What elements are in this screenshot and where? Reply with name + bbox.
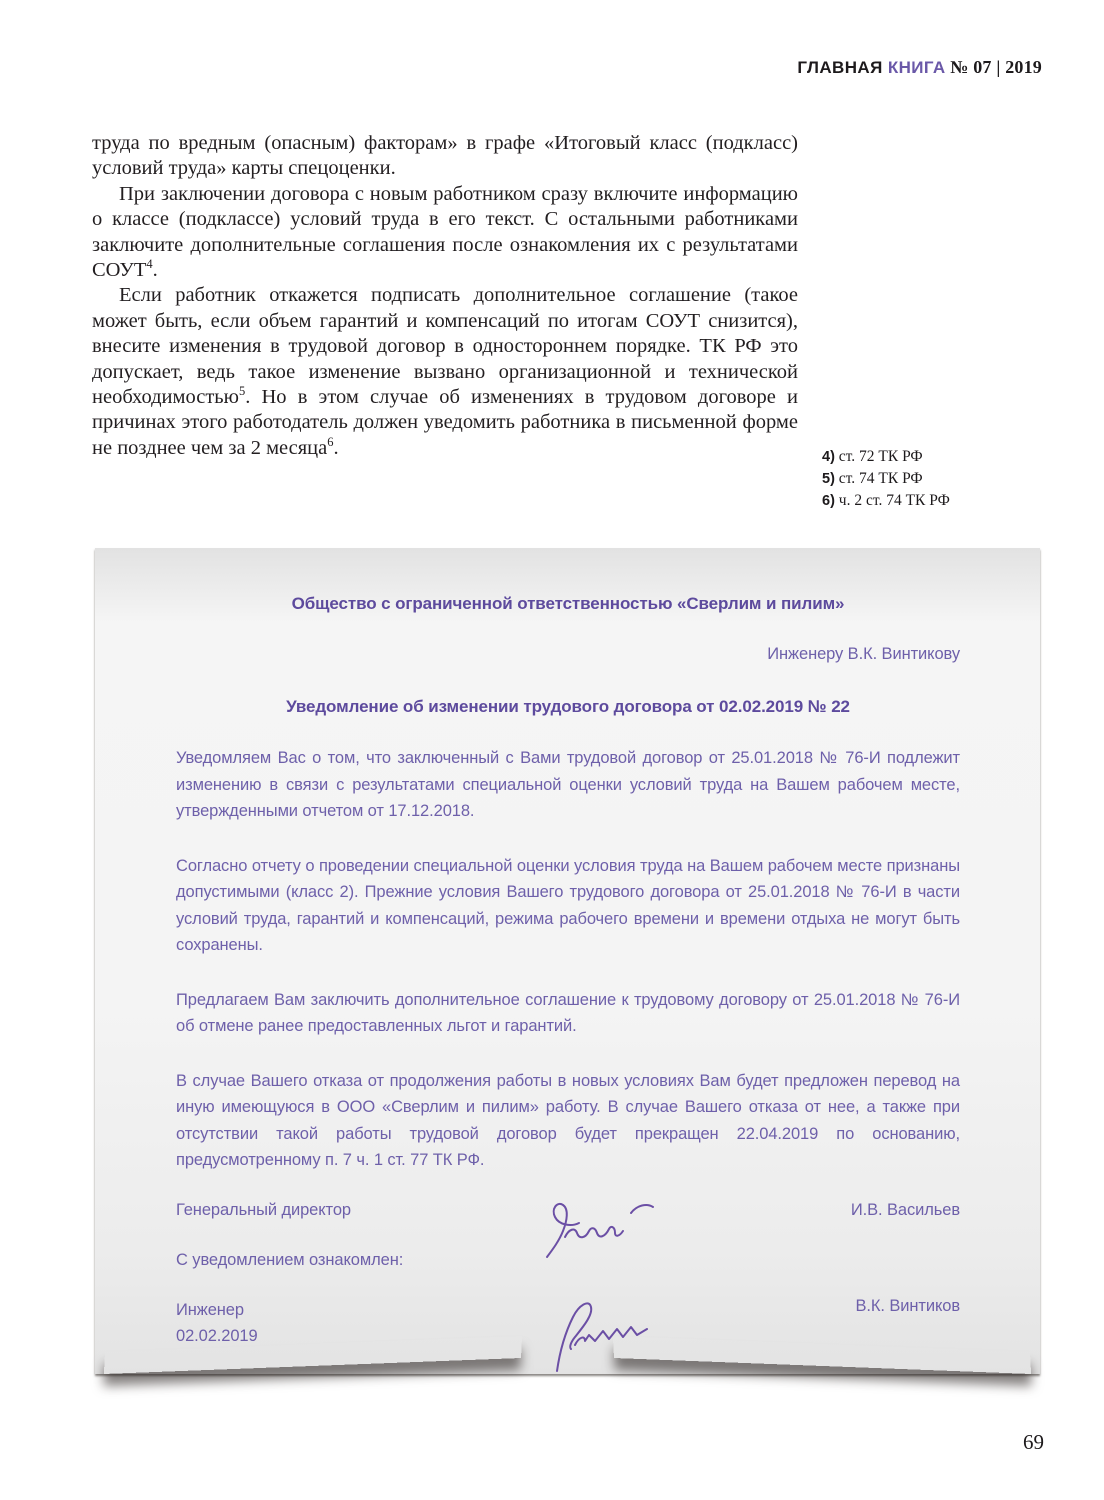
article-paragraph-1: труда по вредным (опасным) факторам» в графе «Итоговый класс (подкласс) условий труда» карты спецоценки. xyxy=(92,132,798,180)
document-paragraph-2: Согласно отчету о проведении специальной оценки условия труда на Вашем рабочем месте признаны допустимыми (класс 2). Прежние условия Вашего трудового договора от 25.01.2018 № 76-И в части условий труда, гарантий и компенсаций, режима рабочего времени и времени отдыха не могут быть сохранены. xyxy=(176,856,960,954)
article-paragraph-2 xyxy=(92,182,798,284)
paragraph-text: . xyxy=(152,259,158,282)
director-name: И.В. Васильев xyxy=(850,1200,960,1219)
acknowledgement-line: С уведомлением ознакомлен: xyxy=(176,1250,404,1269)
footnote-number: 6) xyxy=(822,493,835,509)
footnote-text: ст. 74 ТК РФ xyxy=(834,470,923,487)
brand-kniga: КНИГА xyxy=(887,58,946,77)
addressee-line: Инженеру В.К. Винтикову xyxy=(767,645,960,663)
footnote-text: ч. 2 ст. 74 ТК РФ xyxy=(834,492,950,509)
org-name: Общество с ограниченной ответственностью «Сверлим и пилим» xyxy=(291,594,845,613)
director-position-label: Генеральный директор xyxy=(176,1200,351,1219)
page-number: 69 xyxy=(1023,1430,1044,1454)
footnote-6 xyxy=(822,490,950,512)
document-paragraph-3: Предлагаем Вам заключить дополнительное соглашение к трудовому договору от 25.01.2018 № 76-И об отмене ранее предоставленных льгот и гарантий. xyxy=(176,990,960,1035)
signature-row-engineer xyxy=(176,1297,960,1349)
paragraph-text: . xyxy=(333,436,339,459)
footnote-ref-6: 6 xyxy=(327,435,334,450)
footnote-text: ст. 72 ТК РФ xyxy=(834,448,923,465)
footnote-5 xyxy=(822,468,950,490)
engineer-position-label xyxy=(176,1297,258,1349)
magazine-header xyxy=(797,57,1042,78)
paragraph-text: При заключении договора с новым работником сразу включите информацию о классе (подклассе) условий труда в его текст. С остальными работниками заключите дополнительные соглашения после ознакомления их с результатами СОУТ xyxy=(92,182,798,282)
director-signature-icon xyxy=(539,1185,659,1265)
document-paragraph-4: В случае Вашего отказа от продолжения работы в новых условиях Вам будет предложен перевод на иную имеющуюся в ООО «Сверлим и пилим» работу. В случае Вашего отказа от нее, а также при отсутствии такой работы трудовой договор будет прекращен 22.04.2019 по основанию, предусмотренному п. 7 ч. 1 ст. 77 ТК РФ. xyxy=(176,1071,960,1169)
paragraph-text: . Но в этом случае об изменениях в трудовом договоре и причинах этого работодатель должен уведомить работника в письменной форме не позднее чем за 2 месяца xyxy=(92,386,798,459)
acknowledgement-date: 02.02.2019 xyxy=(176,1326,258,1345)
paragraph-text: Если работник откажется подписать дополнительное соглашение (такое может быть, если объем гарантий и компенсаций по итогам СОУТ снизится), внесите изменения в трудовой договор в одностороннем порядке. ТК РФ это допускает, ведь такое изменение вызвано организационной и технической необходимостью xyxy=(92,284,798,409)
document-paragraph-1: Уведомляем Вас о том, что заключенный с Вами трудовой договор от 25.01.2018 № 76-И подлежит изменению в связи с результатами специальной оценки условий труда на Вашем рабочем месте, утвержденными отчетом от 17.12.2018. xyxy=(176,749,960,820)
engineer-position: Инженер xyxy=(176,1300,244,1319)
signature-row-director xyxy=(176,1201,960,1220)
document-title: Уведомление об изменении трудового договора от 02.02.2019 № 22 xyxy=(286,697,850,716)
issue-number: № 07 | 2019 xyxy=(945,57,1042,77)
footnote-number: 5) xyxy=(822,471,835,487)
brand-glavnaya: ГЛАВНАЯ xyxy=(797,58,888,77)
notice-document-card xyxy=(95,548,1040,1374)
footnote-ref-4: 4 xyxy=(146,257,153,272)
footnote-ref-5: 5 xyxy=(238,384,246,399)
article-body xyxy=(92,131,798,461)
article-paragraph-3 xyxy=(92,283,798,461)
margin-footnotes xyxy=(822,446,950,512)
engineer-name: В.К. Винтиков xyxy=(855,1296,960,1315)
footnote-4 xyxy=(822,446,950,468)
engineer-signature-icon xyxy=(539,1287,659,1377)
footnote-number: 4) xyxy=(822,449,835,465)
